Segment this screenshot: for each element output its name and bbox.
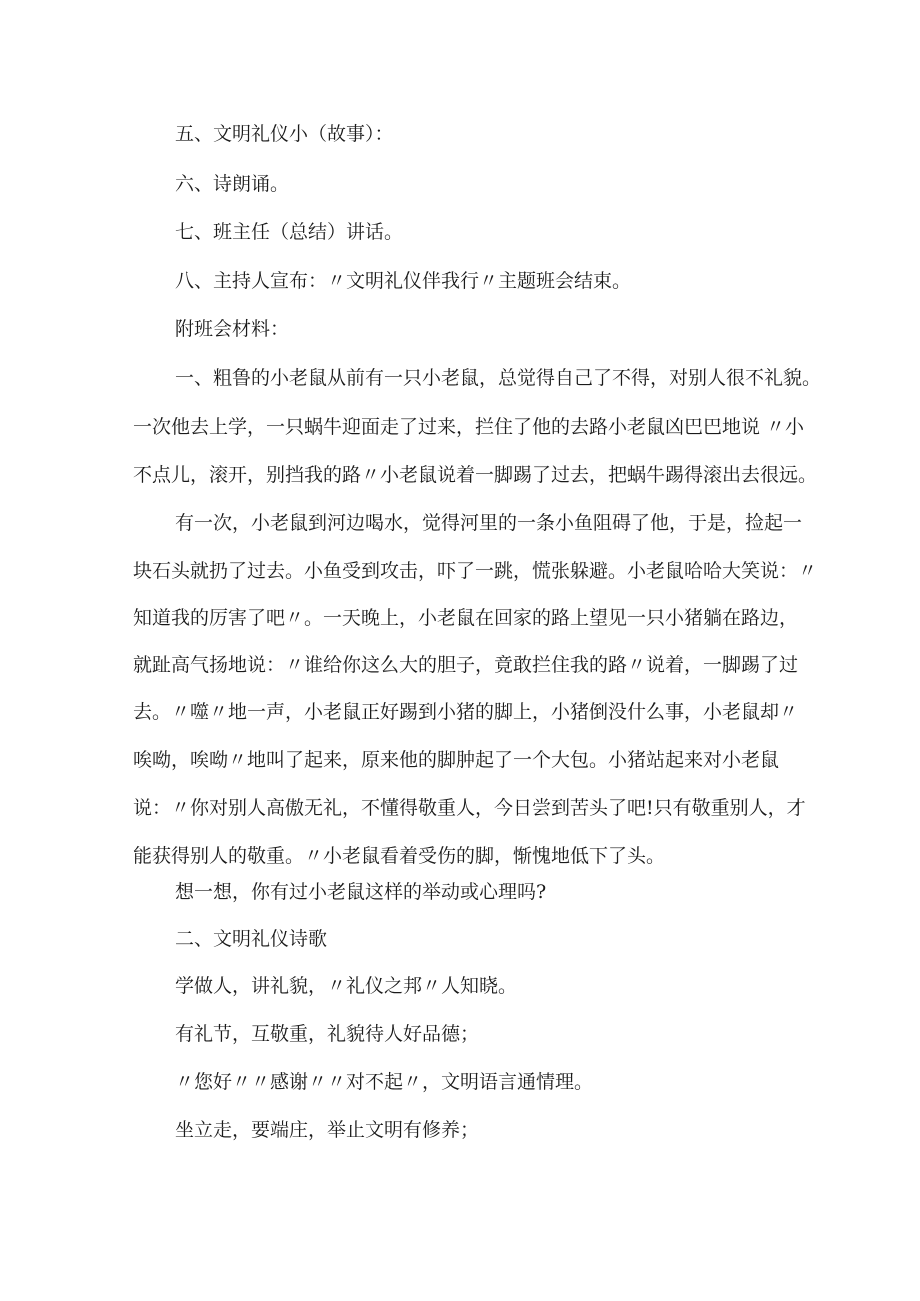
agenda-item-8: 八、主持人宣布：〃文明礼仪伴我行〃主题班会结束。 bbox=[175, 270, 632, 292]
story-paragraph-1-line: 一次他去上学，一只蜗牛迎面走了过来，拦住了他的去路小老鼠凶巴巴地说 〃小 bbox=[133, 416, 805, 438]
story-paragraph-2-line: 知道我的厉害了吧〃。一天晚上，小老鼠在回家的路上望见一只小猪躺在路边， bbox=[133, 607, 799, 629]
story-paragraph-2-line: 说：〃你对别人高傲无礼，不懂得敬重人，今日尝到苦头了吧!只有敬重别人，才 bbox=[133, 797, 806, 819]
story-question: 想一想，你有过小老鼠这样的举动或心理吗? bbox=[175, 881, 547, 903]
story-paragraph-1-line: 不点儿，滚开，别挡我的路〃小老鼠说着一脚踢了过去，把蜗牛踢得滚出去很远。 bbox=[133, 464, 818, 486]
story-paragraph-2-line: 有一次，小老鼠到河边喝水，觉得河里的一条小鱼阻碍了他，于是，捡起一 bbox=[175, 512, 803, 534]
story-paragraph-2-line: 块石头就扔了过去。小鱼受到攻击，吓了一跳，慌张躲避。小老鼠哈哈大笑说：〃 bbox=[133, 560, 818, 582]
poem-line: 坐立走，要端庄，举止文明有修养； bbox=[175, 1119, 480, 1141]
poem-line: 〃您好〃〃感谢〃〃对不起〃，文明语言通情理。 bbox=[175, 1071, 594, 1093]
poem-line: 学做人，讲礼貌，〃礼仪之邦〃人知晓。 bbox=[175, 975, 518, 997]
agenda-item-7: 七、班主任（总结）讲话。 bbox=[175, 221, 404, 243]
agenda-item-5: 五、文明礼仪小（故事）： bbox=[175, 123, 394, 145]
story-paragraph-1-line: 一、粗鲁的小老鼠从前有一只小老鼠，总觉得自己了不得，对别人很不礼貌。 bbox=[175, 367, 822, 389]
appendix-title: 附班会材料： bbox=[175, 318, 290, 340]
story-paragraph-2-line: 能获得别人的敬重。〃小老鼠看着受伤的脚，惭愧地低下了头。 bbox=[133, 845, 666, 867]
poem-line: 有礼节，互敬重，礼貌待人好品德； bbox=[175, 1023, 480, 1045]
agenda-item-6: 六、诗朗诵。 bbox=[175, 173, 290, 195]
story-paragraph-2-line: 唉呦，唉呦〃地叫了起来，原来他的脚肿起了一个大包。小猪站起来对小老鼠 bbox=[133, 749, 780, 771]
story-paragraph-2-line: 就趾高气扬地说：〃谁给你这么大的胆子，竟敢拦住我的路〃说着，一脚踢了过 bbox=[133, 654, 799, 676]
poem-title: 二、文明礼仪诗歌 bbox=[175, 928, 328, 950]
story-paragraph-2-line: 去。〃噬〃地一声，小老鼠正好踢到小猪的脚上，小猪倒没什么事，小老鼠却〃 bbox=[133, 701, 799, 723]
